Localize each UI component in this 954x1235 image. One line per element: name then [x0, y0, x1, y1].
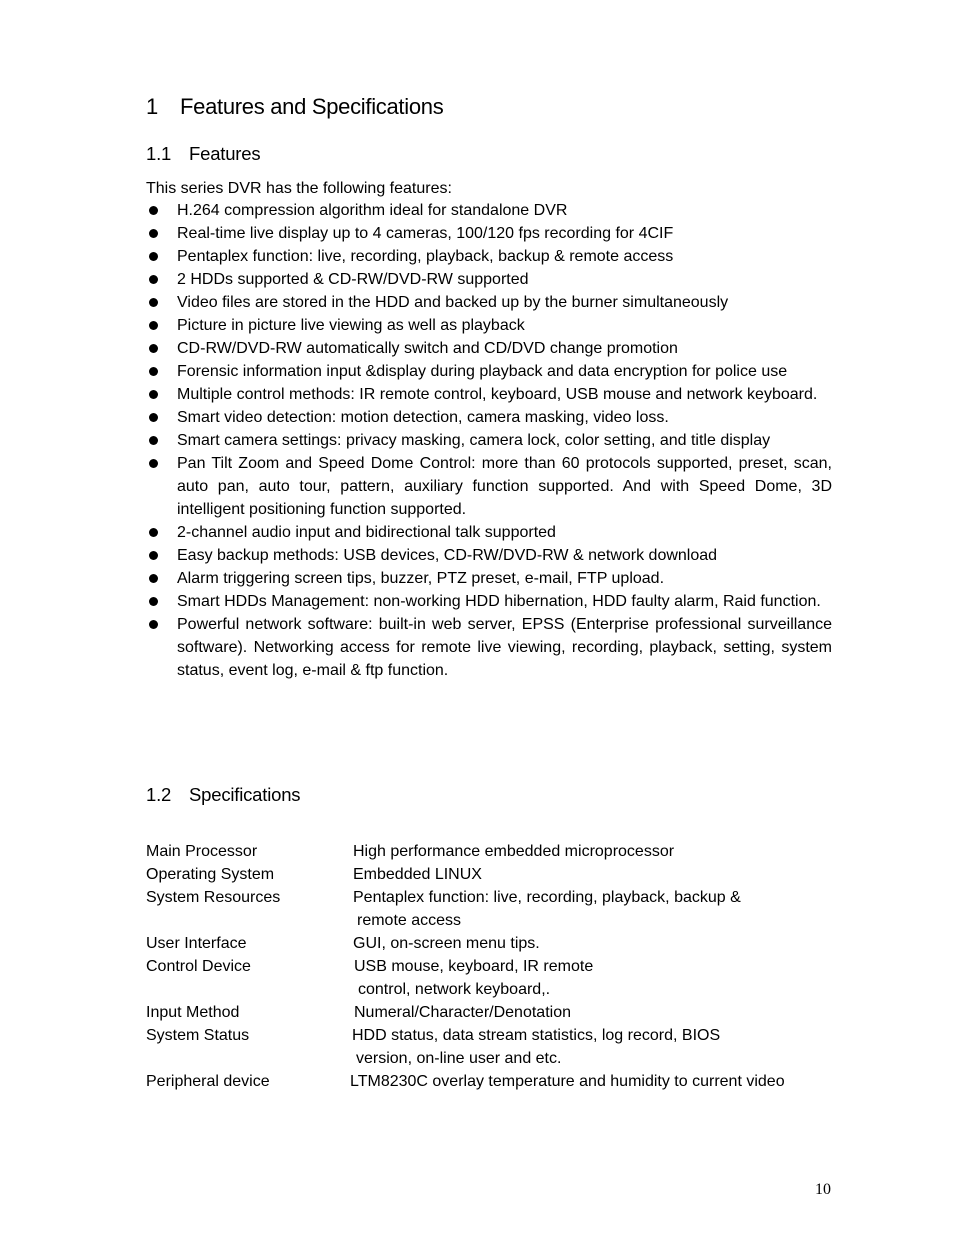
list-item: Real-time live display up to 4 cameras, 100/120 fps recording for 4CIF	[146, 222, 832, 245]
list-item: 2-channel audio input and bidirectional talk supported	[146, 521, 832, 544]
spec-value: HDD status, data stream statistics, log record, BIOS version, on-line user and etc.	[352, 1027, 721, 1067]
spec-value: GUI, on-screen menu tips.	[353, 935, 540, 952]
bullet-icon	[149, 551, 158, 560]
spec-row	[146, 1070, 846, 1093]
bullet-icon	[149, 275, 158, 284]
bullet-icon	[149, 620, 158, 629]
bullet-icon	[149, 390, 158, 399]
list-item: Easy backup methods: USB devices, CD-RW/DVD-RW & network download	[146, 544, 832, 567]
list-item: CD-RW/DVD-RW automatically switch and CD/DVD change promotion	[146, 337, 832, 360]
bullet-icon	[149, 367, 158, 376]
list-item: Smart HDDs Management: non-working HDD hibernation, HDD faulty alarm, Raid function.	[146, 590, 832, 613]
features-heading	[146, 143, 260, 165]
spec-row	[146, 886, 846, 932]
list-item: Powerful network software: built-in web server, EPSS (Enterprise professional surveillance software). Networking access for remote live viewing, recording, playback, setting, system status, event log, e-mail & ftp function.	[146, 613, 832, 682]
bullet-icon	[149, 229, 158, 238]
spec-label: System Resources	[146, 889, 281, 906]
spec-label: Peripheral device	[146, 1073, 270, 1090]
spec-label: System Status	[146, 1027, 250, 1044]
spec-row	[146, 1001, 846, 1024]
list-item: Alarm triggering screen tips, buzzer, PTZ preset, e-mail, FTP upload.	[146, 567, 832, 590]
bullet-icon	[149, 413, 158, 422]
list-item: Pentaplex function: live, recording, playback, backup & remote access	[146, 245, 832, 268]
list-item: H.264 compression algorithm ideal for standalone DVR	[146, 199, 832, 222]
spec-value: USB mouse, keyboard, IR remote control, network keyboard,.	[354, 958, 594, 998]
list-item: Multiple control methods: IR remote control, keyboard, USB mouse and network keyboard.	[146, 383, 832, 406]
spec-label: User Interface	[146, 935, 247, 952]
specifications-heading	[146, 784, 300, 806]
bullet-icon	[149, 528, 158, 537]
spec-row	[146, 932, 846, 955]
spec-label: Control Device	[146, 958, 251, 975]
list-item: Forensic information input &display during playback and data encryption for police use	[146, 360, 832, 383]
bullet-icon	[149, 298, 158, 307]
page-number: 10	[815, 1181, 831, 1198]
spec-value: LTM8230C overlay temperature and humidity to current video	[350, 1073, 785, 1090]
spec-label: Main Processor	[146, 843, 258, 860]
bullet-icon	[149, 574, 158, 583]
specifications-number: 1.2	[146, 784, 172, 805]
features-title: Features	[189, 143, 261, 164]
specifications-title: Specifications	[189, 784, 301, 805]
bullet-icon	[149, 436, 158, 445]
section-title: Features and Specifications	[180, 94, 444, 119]
bullet-icon	[149, 321, 158, 330]
list-item: Video files are stored in the HDD and backed up by the burner simultaneously	[146, 291, 832, 314]
bullet-icon	[149, 459, 158, 468]
bullet-icon	[149, 206, 158, 215]
list-item: Smart video detection: motion detection, camera masking, video loss.	[146, 406, 832, 429]
list-item: 2 HDDs supported & CD-RW/DVD-RW supported	[146, 268, 832, 291]
spec-row	[146, 955, 846, 1001]
spec-row	[146, 840, 846, 863]
bullet-icon	[149, 252, 158, 261]
section-heading	[146, 94, 443, 120]
spec-value: Pentaplex function: live, recording, playback, backup & remote access	[353, 889, 741, 929]
section-number: 1	[146, 94, 158, 119]
spec-row	[146, 1024, 846, 1070]
spec-value: Numeral/Character/Denotation	[354, 1004, 571, 1021]
spec-value: High performance embedded microprocessor	[353, 843, 675, 860]
features-intro: This series DVR has the following features:	[146, 180, 452, 197]
list-item: Pan Tilt Zoom and Speed Dome Control: more than 60 protocols supported, preset, scan, auto pan, auto tour, pattern, auxiliary function supported. And with Speed Dome, 3D intelligent positioning function supported.	[146, 452, 832, 521]
specifications-table	[146, 840, 846, 1093]
spec-row	[146, 863, 846, 886]
spec-value: Embedded LINUX	[353, 866, 482, 883]
spec-label: Operating System	[146, 866, 275, 883]
list-item: Smart camera settings: privacy masking, camera lock, color setting, and title display	[146, 429, 832, 452]
bullet-icon	[149, 344, 158, 353]
list-item: Picture in picture live viewing as well as playback	[146, 314, 832, 337]
features-number: 1.1	[146, 143, 172, 164]
features-list	[146, 199, 832, 682]
spec-label: Input Method	[146, 1004, 240, 1021]
bullet-icon	[149, 597, 158, 606]
